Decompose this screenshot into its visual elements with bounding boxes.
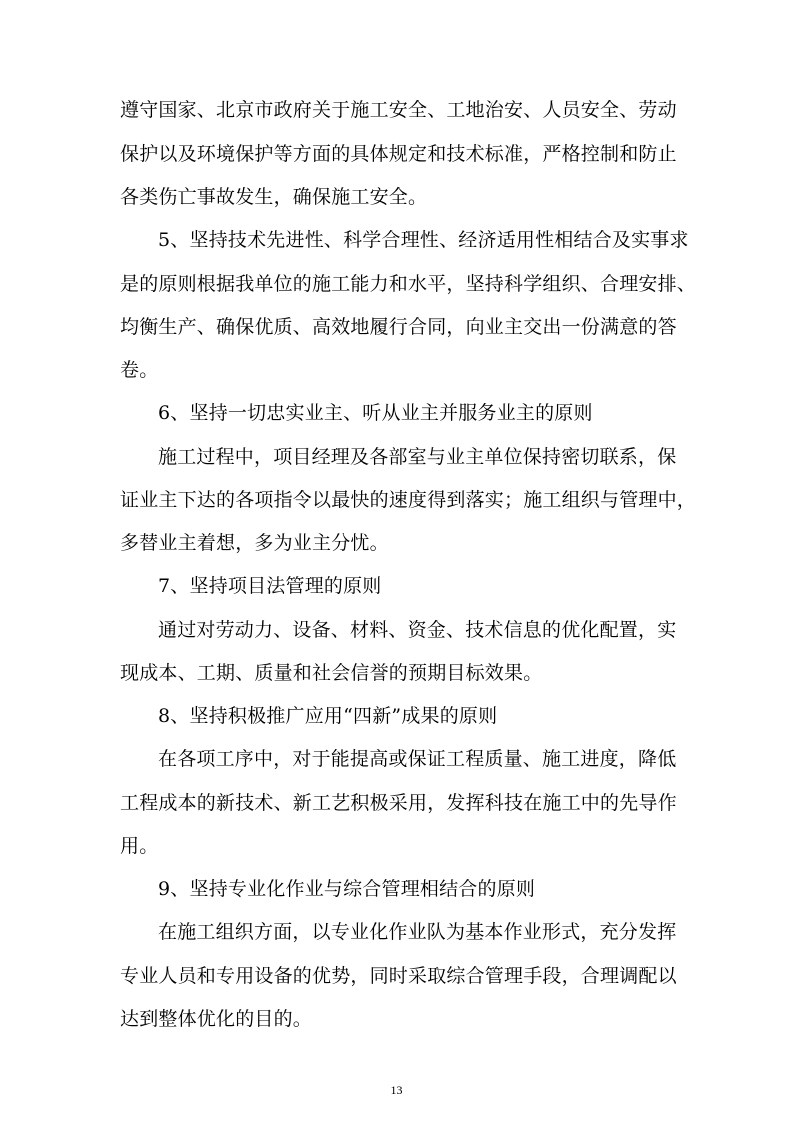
text-line: 证业主下达的各项指令以最快的速度得到落实；施工组织与管理中，: [120, 489, 697, 511]
text-line: 多替业主着想，多为业主分忧。: [120, 532, 389, 554]
text-line: 卷。: [120, 359, 159, 381]
text-line: 遵守国家、北京市政府关于施工安全、工地治安、人员安全、劳动: [120, 99, 677, 121]
text-line: 专业人员和专用设备的优势，同时采取综合管理手段，合理调配以: [120, 965, 677, 987]
page-number: 13: [390, 1083, 403, 1097]
text-line: 在施工组织方面，以专业化作业队为基本作业形式，充分发挥: [158, 921, 677, 943]
text-line: 保护以及环境保护等方面的具体规定和技术标准，严格控制和防止: [120, 143, 677, 165]
text-line: 是的原则根据我单位的施工能力和水平，坚持科学组织、合理安排、: [120, 273, 697, 295]
section-heading: 9、坚持专业化作业与综合管理相结合的原则: [158, 878, 536, 900]
section-heading: 6、坚持一切忠实业主、听从业主并服务业主的原则: [158, 402, 593, 424]
text-line: 5、坚持技术先进性、科学合理性、经济适用性相结合及实事求: [158, 229, 689, 251]
text-line: 通过对劳动力、设备、材料、资金、技术信息的优化配置，实: [158, 619, 677, 641]
text-line: 工程成本的新技术、新工艺积极采用，发挥科技在施工中的先导作: [120, 792, 677, 814]
text-line: 均衡生产、确保优质、高效地履行合同，向业主交出一份满意的答: [120, 316, 677, 338]
text-line: 各类伤亡事故发生，确保施工安全。: [120, 186, 428, 208]
section-heading: 7、坚持项目法管理的原则: [158, 575, 382, 597]
text-line: 达到整体优化的目的。: [120, 1008, 313, 1030]
section-heading: 8、坚持积极推广应用“四新”成果的原则: [158, 705, 498, 727]
text-line: 用。: [120, 835, 159, 857]
text-line: 施工过程中，项目经理及各部室与业主单位保持密切联系，保: [158, 446, 677, 468]
text-line: 现成本、工期、质量和社会信誉的预期目标效果。: [120, 662, 543, 684]
text-line: 在各项工序中，对于能提高或保证工程质量、施工进度，降低: [158, 748, 677, 770]
